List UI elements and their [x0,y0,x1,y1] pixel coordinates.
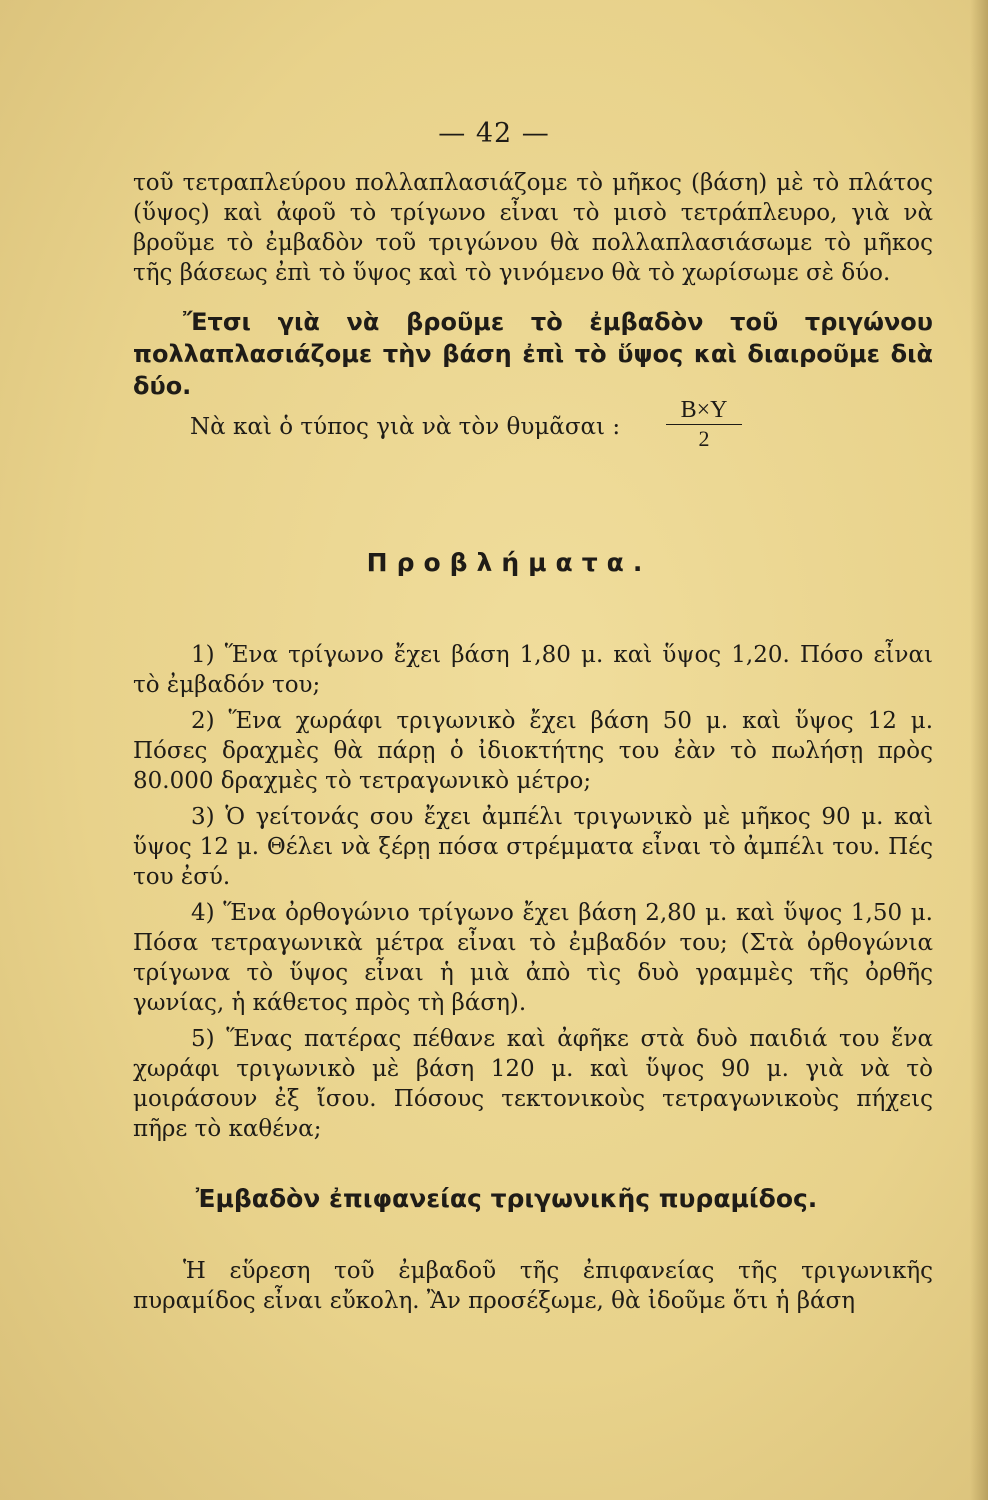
problem-item-3: 3) Ὁ γείτονάς σου ἔχει ἀμπέλι τριγωνικὸ μὲ μῆκος 90 μ. καὶ ὕψος 12 μ. Θέλει νὰ ξέρῃ πόσα στρέμματα εἶναι τὸ ἀμπέλι του. Πές του ἐσύ. [133,804,933,890]
problem-item-4: 4) Ἕνα ὀρθογώνιο τρίγωνο ἔχει βάση 2,80 μ. καὶ ὕψος 1,50 μ. Πόσα τετραγωνικὰ μέτρα εἶναι τὸ ἐμβαδόν του; (Στὰ ὀρθογώνια τρίγωνα τὸ ὕψος εἶναι ἡ μιὰ ἀπὸ τὶς δυὸ γραμμὲς τῆς ὀρθῆς γωνίας, ἡ κάθετος πρὸς τὴ βάση). [133,900,933,1016]
page-edge-shadow [970,0,988,1500]
page-number: — 42 — [438,118,550,149]
formula-lead-text: Νὰ καὶ ὁ τύπος γιὰ νὰ τὸν θυμᾶσαι : [190,414,621,440]
problem-item-1: 1) Ἕνα τρίγωνο ἔχει βάση 1,80 μ. καὶ ὕψος 1,20. Πόσο εἶναι τὸ ἐμβαδόν του; [133,642,933,698]
section-heading: Ἐμβαδὸν ἐπιφανείας τριγωνικῆς πυραμίδος. [195,1184,818,1213]
problem-item-2: 2) Ἕνα χωράφι τριγωνικὸ ἔχει βάση 50 μ. καὶ ὕψος 12 μ. Πόσες δραχμὲς θὰ πάρῃ ὁ ἰδιοκτήτης του ἐὰν τὸ πωλήσῃ πρὸς 80.000 δραχμὲς τὸ τετραγωνικὸ μέτρο; [133,708,933,794]
problem-item-5: 5) Ἕνας πατέρας πέθανε καὶ ἀφῆκε στὰ δυὸ παιδιά του ἕνα χωράφι τριγωνικὸ μὲ βάση 120 μ. καὶ ὕψος 90 μ. γιὰ νὰ τὸ μοιράσουν ἐξ ἴσου. Πόσους τεκτονικοὺς τετραγωνικοὺς πήχεις πῆρε τὸ καθένα; [133,1026,933,1142]
rule-paragraph: Ἔτσι γιὰ νὰ βροῦμε τὸ ἐμβαδὸν τοῦ τριγώνου πολλαπλασιάζομε τὴν βάση ἐπὶ τὸ ὕψος καὶ διαιροῦμε διὰ δύο. [133,308,933,400]
formula-numerator: Β×Υ [666,396,742,425]
problems-heading: Προβλήματα. [366,548,652,577]
formula-line [190,396,750,466]
problems-list [133,640,933,1144]
intro-paragraph: τοῦ τετραπλεύρου πολλαπλασιάζομε τὸ μῆκος (βάση) μὲ τὸ πλάτος (ὕψος) καὶ ἀφοῦ τὸ τρίγωνο εἶναι τὸ μισὸ τετράπλευρο, γιὰ νὰ βροῦμε τὸ ἐμβαδὸν τοῦ τριγώνου θὰ πολλαπλασιάσωμε τὸ μῆκος τῆς βάσεως ἐπὶ τὸ ὕψος καὶ τὸ γινόμενο θὰ τὸ χωρίσωμε σὲ δύο. [133,170,933,286]
section-paragraph: Ἡ εὕρεση τοῦ ἐμβαδοῦ τῆς ἐπιφανείας τῆς τριγωνικῆς πυραμίδος εἶναι εὔκολη. Ἂν προσέξωμε, θὰ ἰδοῦμε ὅτι ἡ βάση [133,1258,933,1314]
formula-denominator: 2 [698,426,710,451]
formula-fraction [666,396,742,453]
